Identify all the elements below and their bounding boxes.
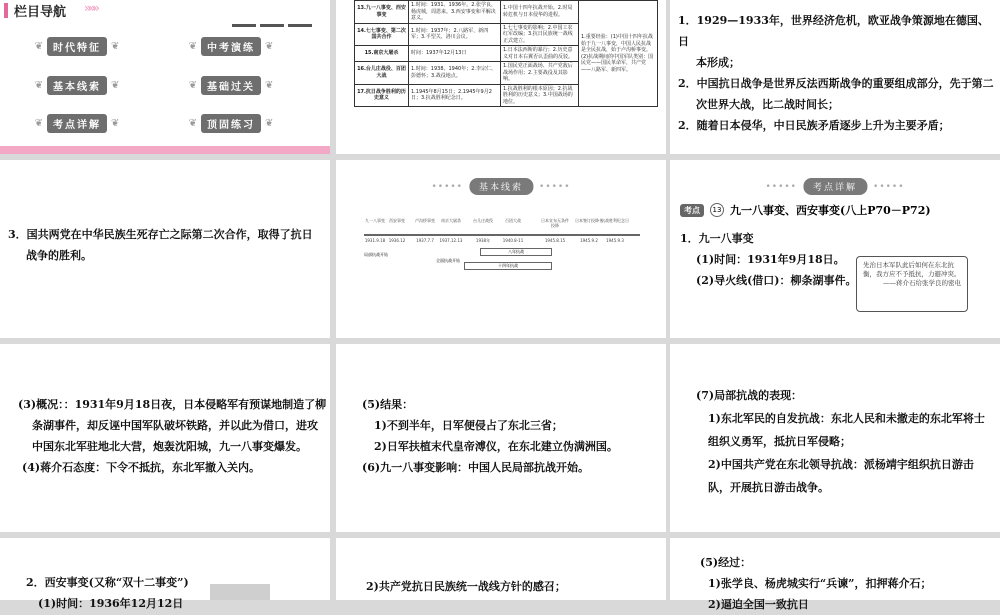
timeline-event: 抗战胜利纪念日 (601, 218, 629, 223)
timeline-span: 十四年抗战 (464, 262, 552, 270)
ornament-icon: ❦ (111, 117, 120, 129)
timeline-date: 1931.9.18 (364, 238, 386, 243)
kaodian-tag: 考点 (680, 204, 704, 217)
timeline-event: 台儿庄战役 (473, 218, 493, 223)
timeline-date: 1937.7.7 (416, 238, 434, 243)
timeline-date: 1945.9.3 (606, 238, 624, 243)
text-line: (4)蒋介石态度：下令不抵抗，东北军撤入关内。 (22, 461, 261, 474)
slide-thumbnail-6[interactable] (670, 160, 1000, 338)
slide-thumbnail-12[interactable] (670, 538, 1000, 611)
text-line: 条湖事件，却反诬中国军队破坏铁路，并以此为借口，进攻 (32, 419, 318, 432)
timeline-date: 1940.8-11 (502, 238, 524, 243)
nav-button-clues[interactable]: ❦ 基本线索 ❦ (32, 75, 122, 95)
slide-thumbnail-1[interactable] (0, 0, 330, 154)
nav-bottom-bar (0, 146, 330, 154)
slide-thumbnail-11[interactable] (336, 538, 666, 600)
timeline-span: 全面抗战开始 (420, 258, 476, 266)
text-line: 1)东北军民的自发抗战：东北人民和未撤走的东北军将士 (708, 412, 985, 425)
quote-source: ——蒋介石给张学良的密电 (883, 279, 961, 287)
nav-accent-bar (4, 3, 8, 18)
timeline-event: 日本宣布无条件投降 (541, 218, 569, 228)
quote-note (856, 256, 968, 312)
ornament-icon: ❦ (34, 117, 43, 129)
nav-button-basics[interactable]: ❦ 基础过关 ❦ (186, 75, 276, 95)
table-cell: 14.七七事变、第二次国共合作 (355, 23, 409, 46)
timeline-event: 卢沟桥事变 (415, 218, 435, 223)
timeline-date: 1937.12.13 (439, 238, 463, 243)
text-line: 2)日军扶植末代皇帝溥仪，在东北建立伪满洲国。 (374, 440, 618, 453)
slide-text (26, 572, 216, 614)
table-cell: 13.九一八事变、西安事变 (355, 1, 409, 24)
text-line: 2．随着日本侵华，中日民族矛盾逐步上升为主要矛盾； (678, 119, 950, 132)
table-cell: 1.中国十四年抗战开始。2.时局转危机与日本侵华的进程。 (501, 1, 579, 24)
section-banner-label: 考点详解 (803, 178, 867, 195)
text-line: 本形成； (696, 56, 740, 69)
nav-button-practice[interactable]: ❦ 顶固练习 ❦ (186, 113, 276, 133)
double-arrow-icon: »»» (84, 1, 98, 15)
section-banner: ••••• 考点详解 ••••• (765, 178, 904, 195)
text-line: (5)结果： (362, 398, 414, 411)
timeline-event: 百团大战 (505, 218, 521, 223)
slide-thumbnail-7[interactable] (0, 344, 330, 532)
timeline-date: 1936.12 (388, 238, 406, 243)
text-line: 2)共产党抗日民族统一战线方针的感召； (366, 580, 566, 593)
table-cell: 1.重要经验：(1)中国十四年抗战始于九一八事变，中国人民抗战是全民抗战，始于卢沟桥事变。(2)抗战期间的中国军队类别：国民党——国民革命军，共产党——八路军、新四军。 (579, 1, 658, 107)
ornament-icon: ❦ (188, 40, 197, 52)
slide-thumbnail-3[interactable] (670, 0, 1000, 154)
text-line: 2．西安事变(又称“双十二事变”) (26, 576, 189, 589)
ornament-icon: ❦ (111, 40, 120, 52)
timeline-span: 八年抗战 (480, 248, 552, 256)
ornament-icon: ❦ (265, 117, 274, 129)
timeline-span: 局部抗战开始 (356, 252, 396, 260)
text-line: 3．国共两党在中华民族生死存亡之际第二次合作，取得了抗日 (8, 228, 313, 241)
slide-thumbnail-8[interactable] (336, 344, 666, 532)
kaodian-title: 九一八事变、西安事变(八上P70－P72) (730, 204, 931, 217)
table-cell: 1.时间：1931、1936年。2.张学良，杨虎城，周恩来。3.西安事变和平解决意义。 (409, 1, 501, 24)
timeline-event: 日本签订投降书 (575, 218, 603, 223)
nav-title: 栏目导航 (14, 5, 67, 20)
slide-text (696, 384, 998, 499)
table-cell: 1.时间：1938、1940年；2.李宗仁、彭德怀；3.战役地点。 (409, 62, 501, 85)
kaodian-heading (680, 202, 931, 218)
timeline-date: 1945.9.2 (580, 238, 598, 243)
quote-text: 先治日本军队此后如何在东北抗衡，我方应不予抵抗，力避冲突。 (863, 261, 961, 278)
text-line: (5)经过： (700, 556, 752, 569)
ornament-icon: ❦ (34, 40, 43, 52)
nav-button-exam[interactable]: ❦ 中考演练 ❦ (186, 36, 276, 56)
table-cell: 1.时间：1937年；2.八路军，新四军；3.平型关、洛川会议。 (409, 23, 501, 46)
ornament-icon: ❦ (188, 79, 197, 91)
text-line: (1)时间：1936年12月12日 (38, 597, 184, 610)
slide-thumbnail-9[interactable] (670, 344, 1000, 532)
nav-deco-lines (228, 12, 312, 31)
table-cell: 1.抗战胜利的根本原因；2.抗战胜利的历史意义；3.中国战场的地位。 (501, 84, 579, 107)
nav-button-era[interactable]: ❦ 时代特征 ❦ (32, 36, 122, 56)
table-cell: 1.日本法西斯的暴行；2.历史意义对日本右翼否认歪曲的反驳。 (501, 46, 579, 62)
ornament-icon: ❦ (111, 79, 120, 91)
slide-text (18, 394, 328, 478)
timeline (360, 218, 644, 280)
slide-text (700, 552, 996, 615)
text-line: (7)局部抗战的表现： (696, 389, 803, 402)
text-line: 组织义勇军，抵抗日军侵略； (708, 435, 851, 448)
text-line: (2)导火线(借口)：柳条湖事件。 (696, 274, 857, 287)
table-cell: 17.抗日战争胜利的历史意义 (355, 84, 409, 107)
slide-text (362, 394, 662, 478)
table-cell: 1.1945年8月15日；2.1945年9月2日；3.抗战胜利纪念日。 (409, 84, 501, 107)
text-line: 队，开展抗日游击战争。 (708, 481, 829, 494)
nav-button-detail[interactable]: ❦ 考点详解 ❦ (32, 113, 122, 133)
text-line: 2)中国共产党在东北领导抗战：派杨靖宇组织抗日游击 (708, 458, 974, 471)
historical-photo (210, 584, 270, 600)
text-line: 次世界大战，比二战时间长； (696, 98, 839, 111)
timeline-axis (364, 234, 640, 236)
text-line: 1．1929—1933年，世界经济危机，欧亚战争策源地在德国、日 (678, 14, 989, 48)
slide-thumbnail-2[interactable] (336, 0, 666, 154)
ornament-icon: ❦ (265, 40, 274, 52)
slide-thumbnail-10[interactable] (0, 538, 330, 610)
table-cell: 16.台儿庄战役、百团大战 (355, 62, 409, 85)
topic-table (354, 0, 658, 107)
slide-text (680, 228, 860, 291)
text-line: 1)不到半年，日军便侵占了东北三省； (374, 419, 563, 432)
ornament-icon: ❦ (188, 117, 197, 129)
slide-text (366, 576, 662, 597)
text-line: 中国东北军驻地北大营，炮轰沈阳城，九一八事变爆发。 (32, 440, 307, 453)
text-line: 2．中国抗日战争是世界反法西斯战争的重要组成部分，先于第二 (678, 77, 994, 90)
section-banner: ••••• 基本线索 ••••• (431, 178, 570, 195)
section-banner-label: 基本线索 (469, 178, 533, 195)
timeline-event: 南京大屠杀 (441, 218, 461, 223)
slide-text (678, 10, 996, 136)
text-line: (3)概况：：1931年9月18日夜，日本侵略军有预谋地制造了柳 (18, 398, 327, 411)
timeline-event: 九一八事变 (365, 218, 385, 223)
ornament-icon: ❦ (34, 79, 43, 91)
slide-thumbnail-5[interactable] (336, 160, 666, 338)
text-line: (6)九一八事变影响：中国人民局部抗战开始。 (362, 461, 590, 474)
text-line: 2)逼迫全国一致抗日 (708, 598, 809, 611)
text-line: 1)张学良、杨虎城实行“兵谏”，扣押蒋介石； (708, 577, 932, 590)
table-cell: 1.国民党正面战场、共产党敌后战场作用；2.主要战役及其影响。 (501, 62, 579, 85)
ornament-icon: ❦ (265, 79, 274, 91)
table-cell: 时间：1937年12月13日 (409, 46, 501, 62)
slide-text (8, 224, 326, 266)
table-cell: 15.南京大屠杀 (355, 46, 409, 62)
timeline-date: 1945.8.15 (544, 238, 566, 243)
table-cell: 1.七七事变的影响；2.中国工农红军改编；3.抗日民族统一战线正式建立。 (501, 23, 579, 46)
timeline-date: 1938年 (475, 238, 491, 243)
nav-header (0, 0, 330, 22)
text-line: 1．九一八事变 (680, 232, 754, 245)
slide-thumbnail-4[interactable] (0, 160, 330, 338)
kaodian-number: 13 (710, 203, 724, 217)
table-row (355, 1, 658, 24)
text-line: 战争的胜利。 (26, 249, 92, 262)
text-line: (1)时间：1931年9月18日。 (696, 253, 845, 266)
timeline-event: 西安事变 (389, 218, 405, 223)
